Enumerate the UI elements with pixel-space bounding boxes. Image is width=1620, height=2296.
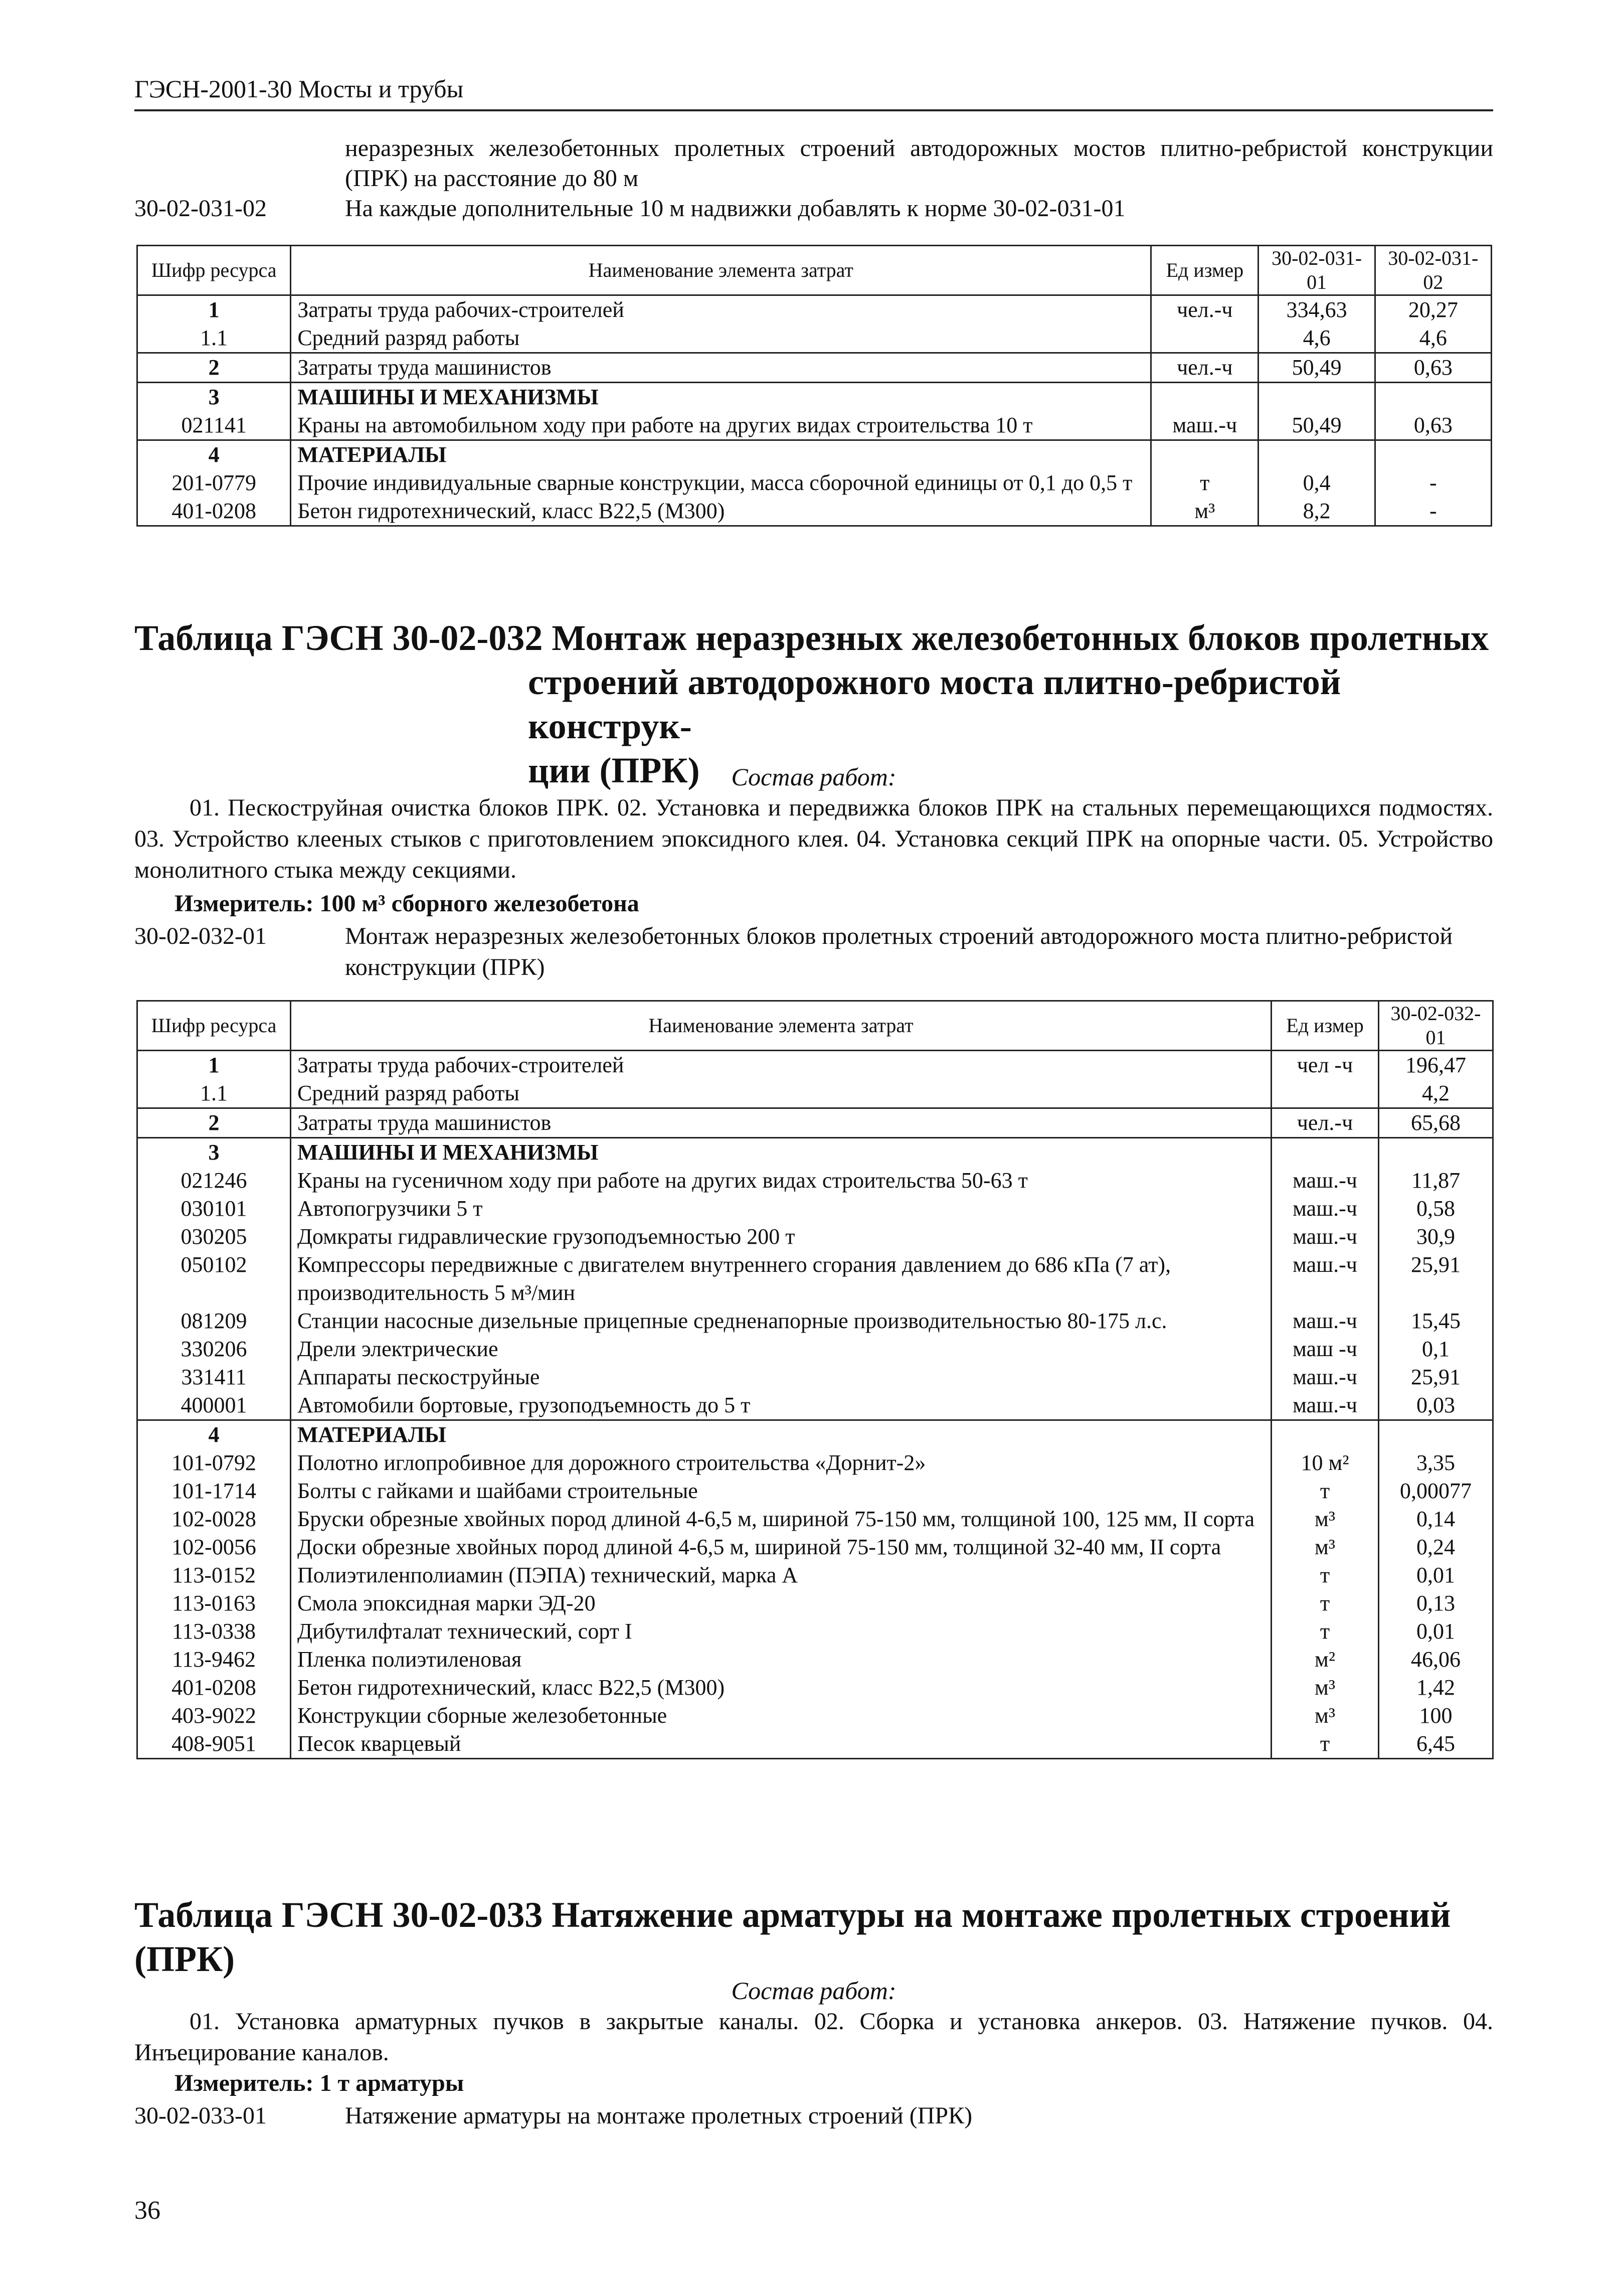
row-unit: м³ (1272, 1505, 1379, 1533)
row-name: Затраты труда рабочих-строителей (291, 295, 1151, 324)
row-name: Автопогрузчики 5 т (291, 1195, 1272, 1223)
row-unit: 10 м² (1272, 1449, 1379, 1477)
row-code: 401-0208 (137, 497, 291, 526)
table-row (137, 1730, 1493, 1759)
row-name: Затраты труда машинистов (291, 1108, 1272, 1138)
row-value: 0,00077 (1379, 1477, 1493, 1505)
row-unit: т (1272, 1561, 1379, 1589)
row-code: 1 (137, 295, 291, 324)
row-value: 20,27 (1375, 295, 1491, 324)
header-name: Наименование элемента затрат (291, 1001, 1272, 1051)
row-code: 021246 (137, 1167, 291, 1195)
row-unit: чел -ч (1272, 1051, 1379, 1080)
table-row (137, 1108, 1493, 1138)
row-unit (1272, 1420, 1379, 1449)
row-code: 102-0028 (137, 1505, 291, 1533)
row-name: Полотно иглопробивное для дорожного строительства «Дорнит-2» (291, 1449, 1272, 1477)
row-unit: т (1272, 1617, 1379, 1646)
row-name: Средний разряд работы (291, 1079, 1272, 1108)
composition-text: 01. Установка арматурных пучков в закрытые каналы. 02. Сборка и установка анкеров. 03. Натяжение пучков. 04. Инъецирование каналов. (134, 2008, 1493, 2066)
row-name: Прочие индивидуальные сварные конструкции, масса сборочной единицы от 0,1 до 0,5 т (291, 469, 1151, 497)
row-value: 0,01 (1379, 1617, 1493, 1646)
row-value: 15,45 (1379, 1307, 1493, 1335)
row-code: 403-9022 (137, 1702, 291, 1730)
measure-label: Измеритель: (174, 890, 314, 917)
row-name: Песок кварцевый (291, 1730, 1272, 1759)
intro-block (134, 133, 1493, 224)
row-value: 25,91 (1379, 1363, 1493, 1391)
row-value: 6,45 (1379, 1730, 1493, 1759)
row-value: - (1375, 469, 1491, 497)
table-row (137, 1335, 1493, 1363)
row-name: Аппараты пескоструйные (291, 1363, 1272, 1391)
row-value: 30,9 (1379, 1223, 1493, 1251)
row-value: 4,2 (1379, 1079, 1493, 1108)
row-code: 201-0779 (137, 469, 291, 497)
table2-body (137, 1051, 1493, 1759)
title-line: ции (ПРК) (528, 750, 700, 790)
table-row (137, 1561, 1493, 1589)
row-unit: маш.-ч (1272, 1307, 1379, 1335)
header-col2: 30-02-031-02 (1375, 246, 1491, 295)
header-col1: 30-02-032-01 (1379, 1001, 1493, 1051)
row-unit: т (1272, 1730, 1379, 1759)
header-unit: Ед измер (1272, 1001, 1379, 1051)
table-row (137, 353, 1492, 383)
running-title: ГЭСН-2001-30 Мосты и трубы (134, 75, 464, 103)
row-code: 050102 (137, 1251, 291, 1307)
row-code: 3 (137, 1138, 291, 1167)
table-group-row (137, 1420, 1493, 1449)
row-name: Бетон гидротехнический, класс В22,5 (М300) (291, 1674, 1272, 1702)
measure-line (174, 2069, 464, 2097)
header-unit: Ед измер (1151, 246, 1258, 295)
row-unit: м³ (1272, 1533, 1379, 1561)
table-row (137, 1251, 1493, 1307)
row-value: 0,1 (1379, 1335, 1493, 1363)
row-unit: маш.-ч (1272, 1195, 1379, 1223)
row-code: 113-0163 (137, 1589, 291, 1617)
row-unit (1272, 1138, 1379, 1167)
row-value: 0,63 (1375, 353, 1491, 383)
intro-continuation: неразрезных железобетонных пролетных строений автодорожных мостов плитно-ребристой конструкции (ПРК) на расстояние до 80 м (345, 135, 1493, 192)
table-row (137, 1223, 1493, 1251)
row-value: 25,91 (1379, 1251, 1493, 1307)
row-code: 3 (137, 383, 291, 412)
table-row (137, 497, 1492, 526)
row-value: 4,6 (1375, 324, 1491, 353)
row-value: - (1375, 497, 1491, 526)
header-name: Наименование элемента затрат (291, 246, 1151, 295)
table-group-row (137, 1138, 1493, 1167)
row-name: Конструкции сборные железобетонные (291, 1702, 1272, 1730)
norm-line (134, 921, 1493, 983)
row-code: 102-0056 (137, 1533, 291, 1561)
row-value: 0,01 (1379, 1561, 1493, 1589)
measure-label: Измеритель: (174, 2070, 314, 2096)
row-value (1379, 1138, 1493, 1167)
row-value: 0,63 (1375, 411, 1491, 440)
row-unit: м³ (1272, 1674, 1379, 1702)
row-code: 1 (137, 1051, 291, 1080)
group-heading: МАШИНЫ И МЕХАНИЗМЫ (291, 1138, 1272, 1167)
norm-text: На каждые дополнительные 10 м надвижки добавлять к норме 30-02-031-01 (345, 195, 1126, 222)
row-value: 3,35 (1379, 1449, 1493, 1477)
row-unit: маш -ч (1272, 1335, 1379, 1363)
row-code: 021141 (137, 411, 291, 440)
row-name: Болты с гайками и шайбами строительные (291, 1477, 1272, 1505)
row-code: 1.1 (137, 1079, 291, 1108)
row-code: 400001 (137, 1391, 291, 1420)
header-col1: 30-02-031-01 (1258, 246, 1375, 295)
row-code: 331411 (137, 1363, 291, 1391)
row-name: Доски обрезные хвойных пород длиной 4-6,5 м, шириной 75-150 мм, толщиной 32-40 мм, II сорта (291, 1533, 1272, 1561)
table-row (137, 324, 1492, 353)
row-name: Станции насосные дизельные прицепные средненапорные производительностью 80-175 л.с. (291, 1307, 1272, 1335)
norm-text: Монтаж неразрезных железобетонных блоков пролетных строений автодорожного моста плитно-ребристой конструкции (ПРК) (345, 923, 1453, 980)
composition-label: Состав работ: (731, 1977, 896, 2005)
table-title-30-02-033: Таблица ГЭСН 30-02-033 Натяжение арматуры на монтаже пролетных строений (ПРК) (134, 1895, 1451, 1979)
table-row (137, 1307, 1493, 1335)
row-name: Затраты труда машинистов (291, 353, 1151, 383)
row-code: 081209 (137, 1307, 291, 1335)
row-code: 101-0792 (137, 1449, 291, 1477)
table-group-row (137, 440, 1492, 469)
row-name: Дрели электрические (291, 1335, 1272, 1363)
table-row (137, 1391, 1493, 1420)
row-unit: чел.-ч (1151, 295, 1258, 324)
norm-code: 30-02-032-01 (134, 923, 267, 949)
group-heading: МАТЕРИАЛЫ (291, 440, 1151, 469)
row-value: 11,87 (1379, 1167, 1493, 1195)
table-row (137, 1051, 1493, 1080)
row-value: 334,63 (1258, 295, 1375, 324)
table-row (137, 1646, 1493, 1674)
composition-label: Состав работ: (731, 763, 896, 791)
row-value: 0,24 (1379, 1533, 1493, 1561)
row-name: Краны на гусеничном ходу при работе на других видах строительства 50-63 т (291, 1167, 1272, 1195)
norm-text: Натяжение арматуры на монтаже пролетных строений (ПРК) (345, 2102, 973, 2129)
composition-text: 01. Пескоструйная очистка блоков ПРК. 02. Установка и передвижка блоков ПРК на стальных перемещающихся подмостях. 03. Устройство клееных стыков с приготовлением эпоксидного клея. 04. Установка секций ПРК на опорные части. 05. Устройство монолитного стыка между секциями. (134, 794, 1493, 883)
table-row (137, 1079, 1493, 1108)
group-heading: МАТЕРИАЛЫ (291, 1420, 1272, 1449)
row-code: 408-9051 (137, 1730, 291, 1759)
table-row (137, 1167, 1493, 1195)
row-name: Бетон гидротехнический, класс В22,5 (М300) (291, 497, 1151, 526)
row-value: 50,49 (1258, 353, 1375, 383)
intro-norm-line (134, 194, 1493, 224)
row-value: 0,14 (1379, 1505, 1493, 1533)
table-row (137, 1449, 1493, 1477)
row-name: Дибутилфталат технический, сорт I (291, 1617, 1272, 1646)
row-unit: маш.-ч (1272, 1391, 1379, 1420)
row-code: 030101 (137, 1195, 291, 1223)
header-code: Шифр ресурса (137, 1001, 291, 1051)
header-code: Шифр ресурса (137, 246, 291, 295)
group-heading: МАШИНЫ И МЕХАНИЗМЫ (291, 383, 1151, 412)
table-row (137, 1505, 1493, 1533)
row-code: 113-0338 (137, 1617, 291, 1646)
table-row (137, 1363, 1493, 1391)
row-name: Средний разряд работы (291, 324, 1151, 353)
row-name: Затраты труда рабочих-строителей (291, 1051, 1272, 1080)
row-unit: м³ (1272, 1702, 1379, 1730)
row-code: 101-1714 (137, 1477, 291, 1505)
row-unit: т (1151, 469, 1258, 497)
row-unit (1272, 1079, 1379, 1108)
measure-line (174, 890, 639, 917)
norm-code: 30-02-033-01 (134, 2102, 267, 2129)
row-code: 401-0208 (137, 1674, 291, 1702)
row-code: 1.1 (137, 324, 291, 353)
row-code: 4 (137, 1420, 291, 1449)
page-number: 36 (134, 2196, 160, 2225)
title-line: строений автодорожного моста плитно-ребристой конструк- (528, 662, 1341, 746)
row-name: Домкраты гидравлические грузоподъемностью 200 т (291, 1223, 1272, 1251)
table-row (137, 411, 1492, 440)
table-row (137, 469, 1492, 497)
row-value: 100 (1379, 1702, 1493, 1730)
title-line: Таблица ГЭСН 30-02-032 Монтаж неразрезных железобетонных блоков пролетных (134, 618, 1489, 658)
row-value: 65,68 (1379, 1108, 1493, 1138)
measure-value: 1 т арматуры (319, 2070, 464, 2096)
row-unit: маш.-ч (1272, 1363, 1379, 1391)
row-code: 4 (137, 440, 291, 469)
header-rule (134, 109, 1493, 111)
row-value: 0,13 (1379, 1589, 1493, 1617)
row-value: 50,49 (1258, 411, 1375, 440)
row-value: 0,4 (1258, 469, 1375, 497)
row-value: 0,58 (1379, 1195, 1493, 1223)
row-name: Полиэтиленполиамин (ПЭПА) технический, марка А (291, 1561, 1272, 1589)
row-code: 2 (137, 353, 291, 383)
row-name: Компрессоры передвижные с двигателем внутреннего сгорания давлением до 686 кПа (7 ат), производительность 5 м³/мин (291, 1251, 1272, 1307)
table-row (137, 1674, 1493, 1702)
row-unit: т (1272, 1477, 1379, 1505)
table-row (137, 1477, 1493, 1505)
row-code: 030205 (137, 1223, 291, 1251)
table-row (137, 1702, 1493, 1730)
table-row (137, 295, 1492, 324)
row-unit: т (1272, 1589, 1379, 1617)
table-row (137, 1589, 1493, 1617)
row-unit (1151, 324, 1258, 353)
row-unit: маш.-ч (1272, 1223, 1379, 1251)
row-code: 113-0152 (137, 1561, 291, 1589)
table-row (137, 1195, 1493, 1223)
row-value: 46,06 (1379, 1646, 1493, 1674)
norm-code: 30-02-031-02 (134, 195, 267, 222)
row-name: Смола эпоксидная марки ЭД-20 (291, 1589, 1272, 1617)
row-value: 1,42 (1379, 1674, 1493, 1702)
row-code: 113-9462 (137, 1646, 291, 1674)
row-code: 330206 (137, 1335, 291, 1363)
table-row (137, 1617, 1493, 1646)
row-unit: маш.-ч (1272, 1251, 1379, 1307)
resource-table-30-02-031 (136, 245, 1492, 527)
row-unit: маш.-ч (1272, 1167, 1379, 1195)
row-unit: чел.-ч (1151, 353, 1258, 383)
row-value: 196,47 (1379, 1051, 1493, 1080)
row-value: 0,03 (1379, 1391, 1493, 1420)
row-value: 8,2 (1258, 497, 1375, 526)
row-name: Бруски обрезные хвойных пород длиной 4-6,5 м, шириной 75-150 мм, толщиной 100, 125 мм, II сорта (291, 1505, 1272, 1533)
table-group-row (137, 383, 1492, 412)
table-header-row (137, 1001, 1493, 1051)
row-name: Автомобили бортовые, грузоподъемность до 5 т (291, 1391, 1272, 1420)
table-row (137, 1533, 1493, 1561)
row-unit: маш.-ч (1151, 411, 1258, 440)
row-unit: м³ (1151, 497, 1258, 526)
row-unit: м² (1272, 1646, 1379, 1674)
table-header-row (137, 246, 1492, 295)
row-name: Краны на автомобильном ходу при работе на других видах строительства 10 т (291, 411, 1151, 440)
measure-value: 100 м³ сборного железобетона (319, 890, 639, 917)
norm-line (134, 2100, 1493, 2131)
row-value: 4,6 (1258, 324, 1375, 353)
row-name: Пленка полиэтиленовая (291, 1646, 1272, 1674)
row-value (1379, 1420, 1493, 1449)
row-unit: чел.-ч (1272, 1108, 1379, 1138)
row-code: 2 (137, 1108, 291, 1138)
resource-table-30-02-032 (136, 1000, 1494, 1759)
